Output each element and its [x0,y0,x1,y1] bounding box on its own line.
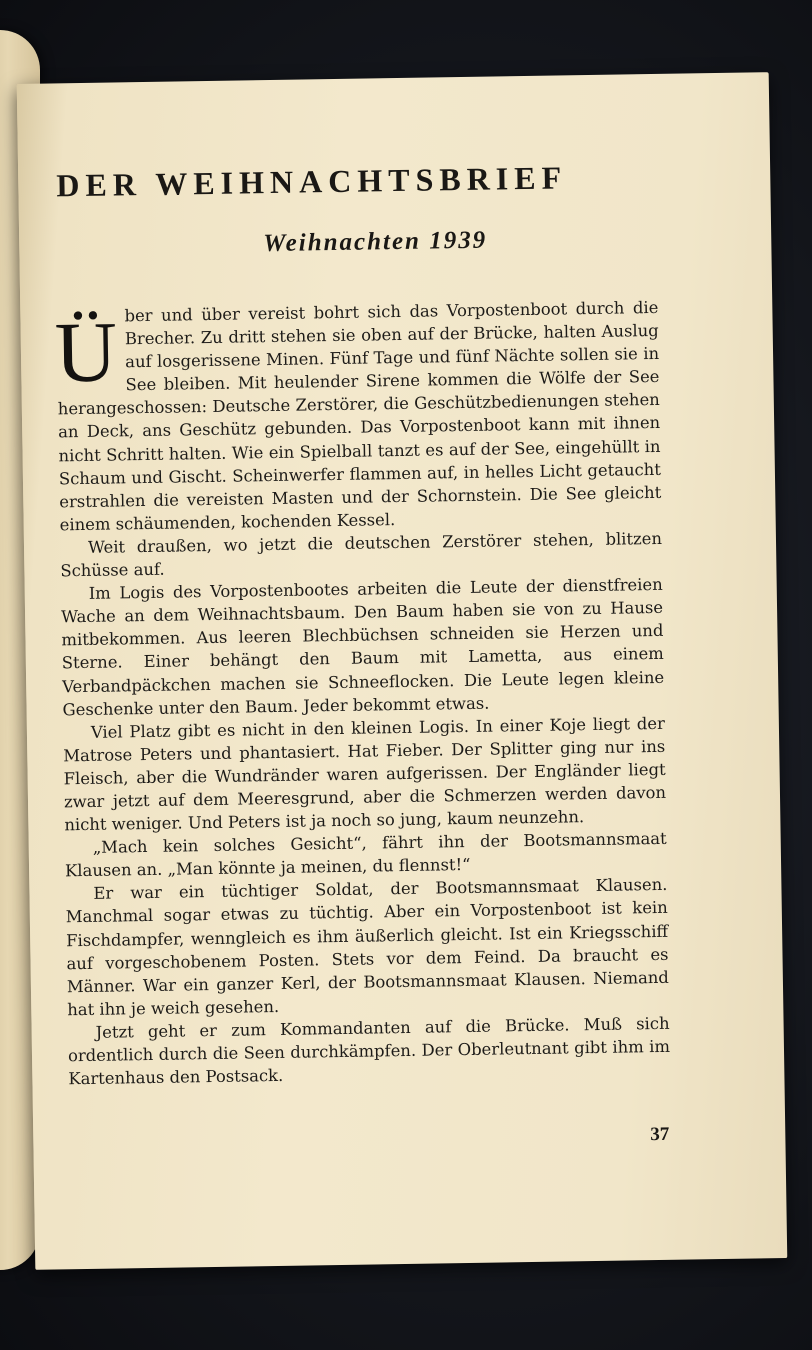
paragraph: Viel Platz gibt es nicht in den kleinen Logis. In einer Koje liegt der Matrose Peters und phantasiert. Hat Fieber. Der Splitter ging nur ins Fleisch, aber die Wundränder waren aufgerissen. Der Engländer liegt zwar jetzt auf dem Meeresgrund, aber die Schmerzen werden davon nicht weniger. Und Peters ist ja noch so jung, kaum neunzehn. [63,713,667,835]
chapter-subtitle: Weihnachten 1939 [263,226,488,258]
chapter-title: DER WEIHNACHTSBRIEF [56,159,568,204]
paragraph: „Mach kein solches Gesicht“, fährt ihn der Bootsmannsmaat Klausen an. „Man könnte ja meinen, du flennst!“ [64,829,667,881]
paragraph: Im Logis des Vorpostenbootes arbeiten die Leute der dienstfreien Wache an dem Weihnachtsbaum. Den Baum haben sie von zu Hause mitbekommen. Aus leeren Blechbüchsen schneiden sie Herzen und Sterne. Einer behängt den Baum mit Lametta, aus einem Verbandpäckchen machen sie Schneeflocken. Die Leute legen kleine Geschenke unter den Baum. Jeder bekommt etwas. [60,575,665,719]
paragraph: Weit draußen, wo jetzt die deutschen Zerstörer stehen, blitzen Schüsse auf. [60,528,663,581]
paragraph: Er war ein tüchtiger Soldat, der Bootsmannsmaat Klausen. Manchmal sogar etwas zu tüchtig. Aber ein Vorpostenboot ist kein Fischdampfer, wenngleich es ihm äußerlich gleicht. Ist ein Kriegsschiff auf vorgeschobenem Posten. Stets vor dem Feind. Da braucht es Männer. War ein ganzer Kerl, der Bootsmannsmaat Klausen. Niemand hat ihn je weich gesehen. [65,875,669,1020]
body-text [56,296,670,1091]
drop-cap: Ü [54,303,118,401]
paragraph-1 [56,296,662,536]
paragraph: Jetzt geht er zum Kommandanten auf die Brücke. Muß sich ordentlich durch die Seen durchkämpfen. Der Oberleutnant gibt ihm im Kartenhaus den Postsack. [67,1013,671,1089]
page-content [53,73,712,1269]
book-page [17,72,788,1270]
page-number: 37 [650,1123,670,1146]
paragraph-1-text: ber und über vereist bohrt sich das Vorpostenboot durch die Brecher. Zu dritt stehen sie oben auf der Brücke, halten Auslug auf losgerissene Minen. Fünf Tage und fünf Nächte sollen sie in See bleiben. Mit heulender Sirene kommen die Wölfe der See herangeschossen: Deutsche Zerstörer, die Geschützbedienungen stehen an Deck, ans Geschütz gebunden. Das Vorpostenboot kann mit ihnen nicht Schritt halten. Wie ein Spielball tanzt es auf der See, eingehüllt in Schaum und Gischt. Scheinwerfer flammen auf, in helles Licht getaucht erstrahlen die vereisten Masten und der Schornstein. Die See gleicht einem schäumenden, kochenden Kessel. [57,297,662,535]
